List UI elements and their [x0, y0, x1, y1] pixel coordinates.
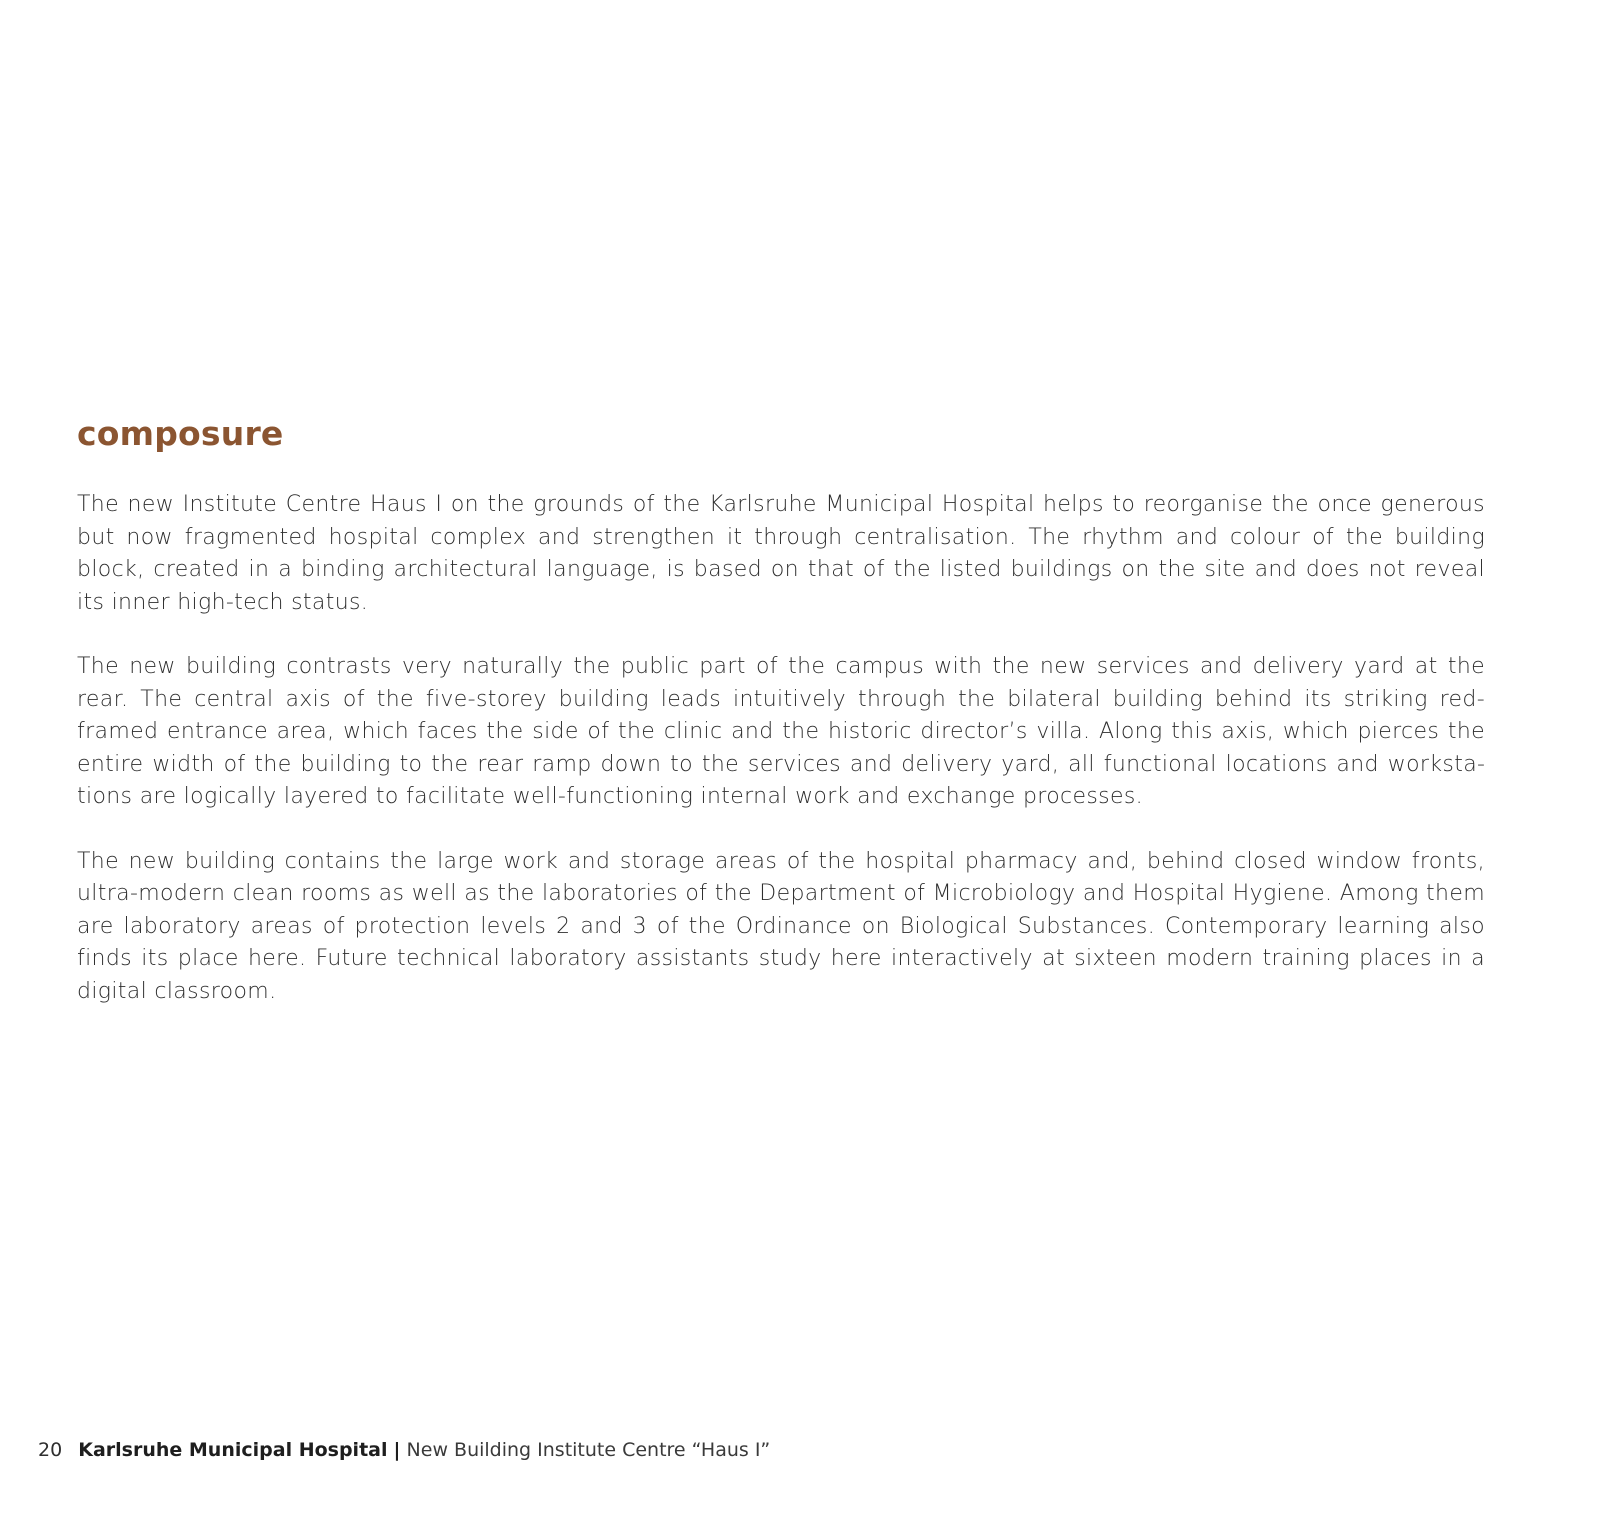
publication-title: Karlsruhe Municipal Hospital [78, 1439, 388, 1461]
article-body [77, 489, 1485, 1040]
paragraph-intro: The new Institute Centre Haus I on the grounds of the Karlsruhe Municipal Hospital helps to reorganise the once generous but now fragmented hospital complex and strengthen it through centralisation. The rhythm and colour of the building block, created in a binding architectural language, is based on that of the listed buildings on the site and does not reveal its inner high-tech status. [77, 492, 1485, 615]
section-heading: composure [77, 414, 284, 453]
paragraph-layout: The new building contrasts very naturally the public part of the campus with the new services and delivery yard at the rear. The central axis of the five-storey building leads intuitively through the bilateral building behind its striking red-framed entrance area, which faces the side of the clinic and the historic director’s villa. Along this axis, which pierces the entire width of the building to the rear ramp down to the services and delivery yard, all functional locations and workstations are logically layered to facilitate well-functioning internal work and exchange processes. [77, 654, 1485, 809]
page-footer [38, 1437, 770, 1463]
paragraph-facilities: The new building contains the large work and storage areas of the hospital pharmacy and, behind closed window fronts, ultra-modern clean rooms as well as the laboratories of the Department of Microbiology and Hospital Hygiene. Among them are laboratory areas of protection levels 2 and 3 of the Ordinance on Biological Substances. Contemporary learning also finds its place here. Future technical laboratory assistants study here interactively at sixteen modern training places in a digital classroom. [77, 848, 1485, 1004]
page-number: 20 [38, 1439, 63, 1461]
publication-subtitle: New Building Institute Centre “Haus I” [406, 1439, 771, 1461]
footer-separator: | [393, 1439, 401, 1461]
